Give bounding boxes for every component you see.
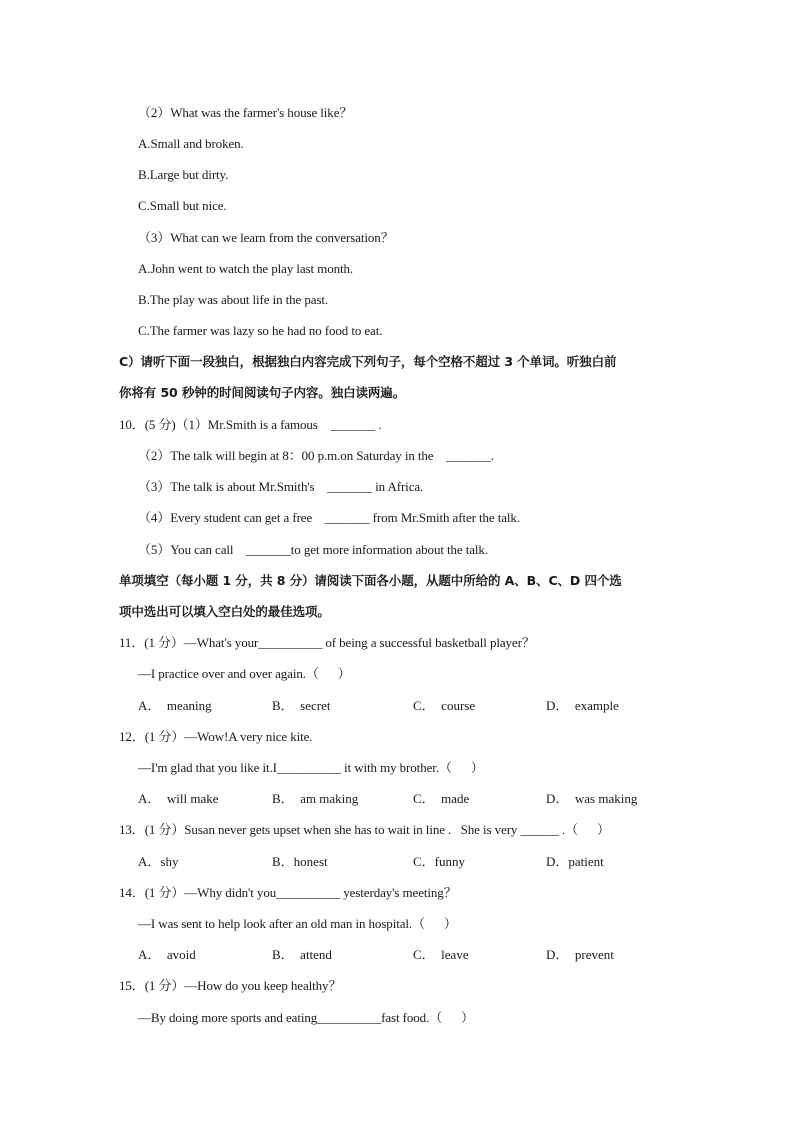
option-b: B． am making xyxy=(272,791,359,806)
question-10-1: 10．(5 分)（1）Mr.Smith is a famous _______ . xyxy=(119,417,382,432)
option-c: C．funny xyxy=(413,854,466,869)
question-10-2: （2）The talk will begin at 8：00 p.m.on Saturday in the _______. xyxy=(138,448,495,463)
question-10-3: （3）The talk is about Mr.Smith's _______ in Africa. xyxy=(138,479,424,494)
option-c: C． course xyxy=(413,698,476,713)
question-11: 11．(1 分）—What's your__________ of being a successful basketball player？ xyxy=(119,635,535,650)
option-d: D． example xyxy=(546,698,619,713)
option-a: A． meaning xyxy=(138,698,212,713)
section-c-instructions-cont: 你将有 50 秒钟的时间阅读句子内容。独白读两遍。 xyxy=(119,385,406,400)
option-a: A． avoid xyxy=(138,947,196,962)
question-9-2: （2）What was the farmer's house like？ xyxy=(138,105,353,120)
question-9-3: （3）What can we learn from the conversation？ xyxy=(138,230,394,245)
section-d-instructions-cont: 项中选出可以填入空白处的最佳选项。 xyxy=(119,604,330,619)
section-c-instructions: C）请听下面一段独白，根据独白内容完成下列句子，每个空格不超过 3 个单词。听独白前 xyxy=(119,354,617,369)
question-13: 13．(1 分）Susan never gets upset when she has to wait in line . She is very ______ .（ ） xyxy=(119,822,610,837)
question-10-5: （5）You can call _______to get more information about the talk. xyxy=(138,542,488,557)
option-c: C． made xyxy=(413,791,470,806)
option-c: C.The farmer was lazy so he had no food to eat. xyxy=(138,323,383,338)
question-12-response: —I'm glad that you like it.I__________ it with my brother.（ ） xyxy=(138,760,484,775)
option-a: A.Small and broken. xyxy=(138,136,244,151)
option-d: D． prevent xyxy=(546,947,614,962)
option-b: B． secret xyxy=(272,698,331,713)
option-c: C.Small but nice. xyxy=(138,198,227,213)
question-14: 14．(1 分）—Why didn't you__________ yesterday's meeting？ xyxy=(119,885,457,900)
option-b: B． attend xyxy=(272,947,332,962)
option-b: B．honest xyxy=(272,854,328,869)
question-11-response: —I practice over and over again.（ ） xyxy=(138,666,351,681)
question-15-response: —By doing more sports and eating__________fast food.（ ） xyxy=(138,1010,474,1025)
question-10-4: （4）Every student can get a free _______ from Mr.Smith after the talk. xyxy=(138,510,520,525)
option-c: C． leave xyxy=(413,947,469,962)
option-a: A．shy xyxy=(138,854,179,869)
section-d-instructions: 单项填空（每小题 1 分，共 8 分）请阅读下面各小题，从题中所给的 A、B、C、D 四个选 xyxy=(119,573,622,588)
option-a: A． will make xyxy=(138,791,219,806)
option-b: B.Large but dirty. xyxy=(138,167,229,182)
question-14-response: —I was sent to help look after an old man in hospital.（ ） xyxy=(138,916,457,931)
option-a: A.John went to watch the play last month. xyxy=(138,261,354,276)
option-b: B.The play was about life in the past. xyxy=(138,292,329,307)
question-15: 15．(1 分）—How do you keep healthy？ xyxy=(119,978,342,993)
option-d: D． was making xyxy=(546,791,638,806)
question-12: 12．(1 分）—Wow!A very nice kite. xyxy=(119,729,313,744)
option-d: D．patient xyxy=(546,854,604,869)
